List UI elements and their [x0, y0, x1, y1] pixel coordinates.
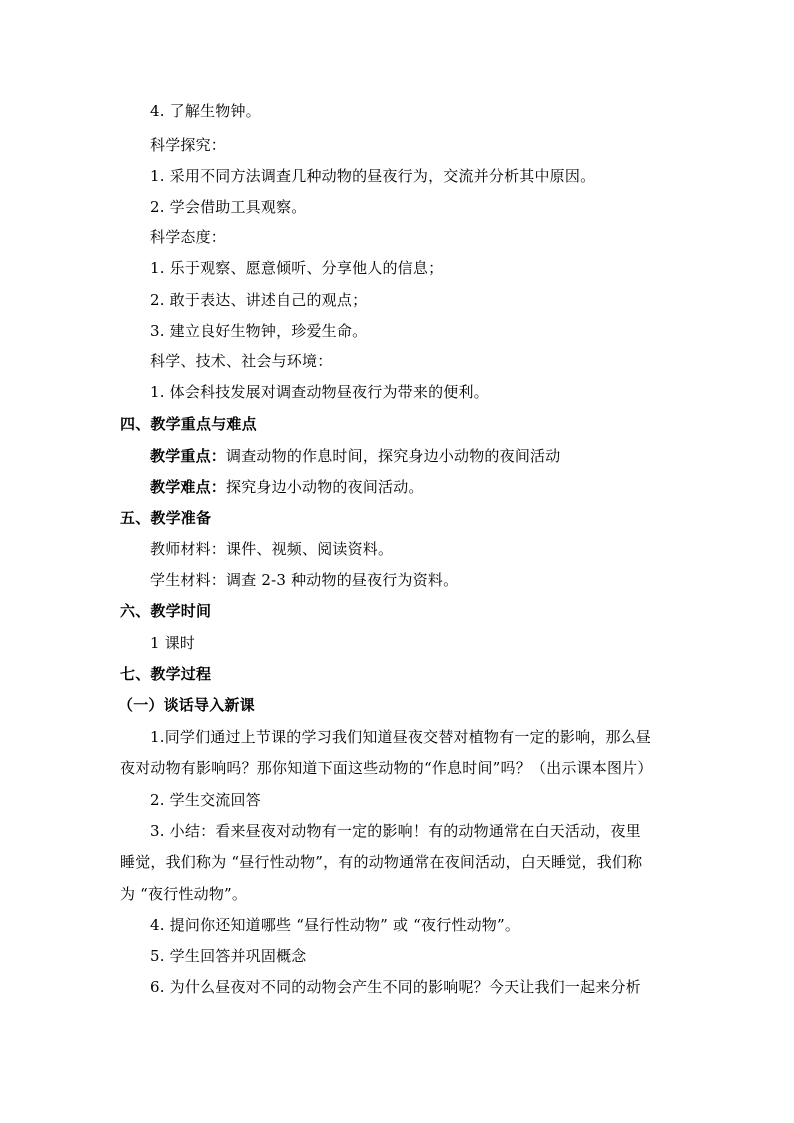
paragraph-line: 睡觉，我们称为 “昼行性动物”，有的动物通常在夜间活动，白天睡觉，我们称: [120, 853, 643, 871]
key-point-text: 调查动物的作息时间，探究身边小动物的夜间活动: [226, 447, 561, 465]
objective-line: 2. 敢于表达、讲述自己的观点；: [150, 291, 368, 309]
paragraph-line: 1.同学们通过上节课的学习我们知道昼夜交替对植物有一定的影响，那么昼: [150, 728, 652, 746]
objective-line: 3. 建立良好生物钟，珍爱生命。: [150, 322, 368, 340]
paragraph-line: 4. 提问你还知道哪些 “昼行性动物” 或 “夜行性动物”。: [150, 916, 521, 934]
section-heading-6: 六、教学时间: [120, 602, 212, 620]
section-heading-5: 五、教学准备: [120, 509, 212, 527]
section-heading-7: 七、教学过程: [120, 665, 212, 683]
section-heading-4: 四、教学重点与难点: [120, 415, 257, 433]
objective-line: 1. 体会科技发展对调查动物昼夜行为带来的便利。: [150, 383, 489, 401]
difficulty-text: 探究身边小动物的夜间活动。: [226, 478, 424, 496]
key-point-label: 教学重点：: [150, 447, 227, 465]
objective-line: 4. 了解生物钟。: [150, 102, 261, 120]
paragraph-line: 夜对动物有影响吗？那你知道下面这些动物的“作息时间”吗？（出示课本图片）: [120, 759, 653, 777]
teaching-time: 1 课时: [150, 634, 196, 652]
objective-line: 1. 乐于观察、愿意倾听、分享他人的信息；: [150, 259, 444, 277]
objective-line: 1. 采用不同方法调查几种动物的昼夜行为，交流并分析其中原因。: [150, 167, 596, 185]
student-materials: 学生材料：调查 2-3 种动物的昼夜行为资料。: [150, 571, 459, 589]
key-point-line: [150, 446, 560, 466]
paragraph-line: 为 “夜行性动物”。: [120, 885, 248, 903]
subsection-label: 科学探究：: [150, 136, 227, 154]
difficulty-line: [150, 477, 424, 497]
paragraph-line: 5. 学生回答并巩固概念: [150, 947, 307, 965]
teacher-materials: 教师材料：课件、视频、阅读资料。: [150, 540, 394, 558]
subsection-label: 科学态度：: [150, 228, 227, 246]
subsection-heading: （一）谈话导入新课: [118, 696, 255, 714]
difficulty-label: 教学难点：: [150, 478, 227, 496]
paragraph-line: 2. 学生交流回答: [150, 791, 261, 809]
subsection-label: 科学、技术、社会与环境：: [150, 352, 333, 370]
paragraph-line: 3. 小结：看来昼夜对动物有一定的影响！有的动物通常在白天活动，夜里: [150, 822, 641, 840]
objective-line: 2. 学会借助工具观察。: [150, 198, 307, 216]
paragraph-line: 6. 为什么昼夜对不同的动物会产生不同的影响呢？今天让我们一起来分析: [150, 978, 641, 996]
